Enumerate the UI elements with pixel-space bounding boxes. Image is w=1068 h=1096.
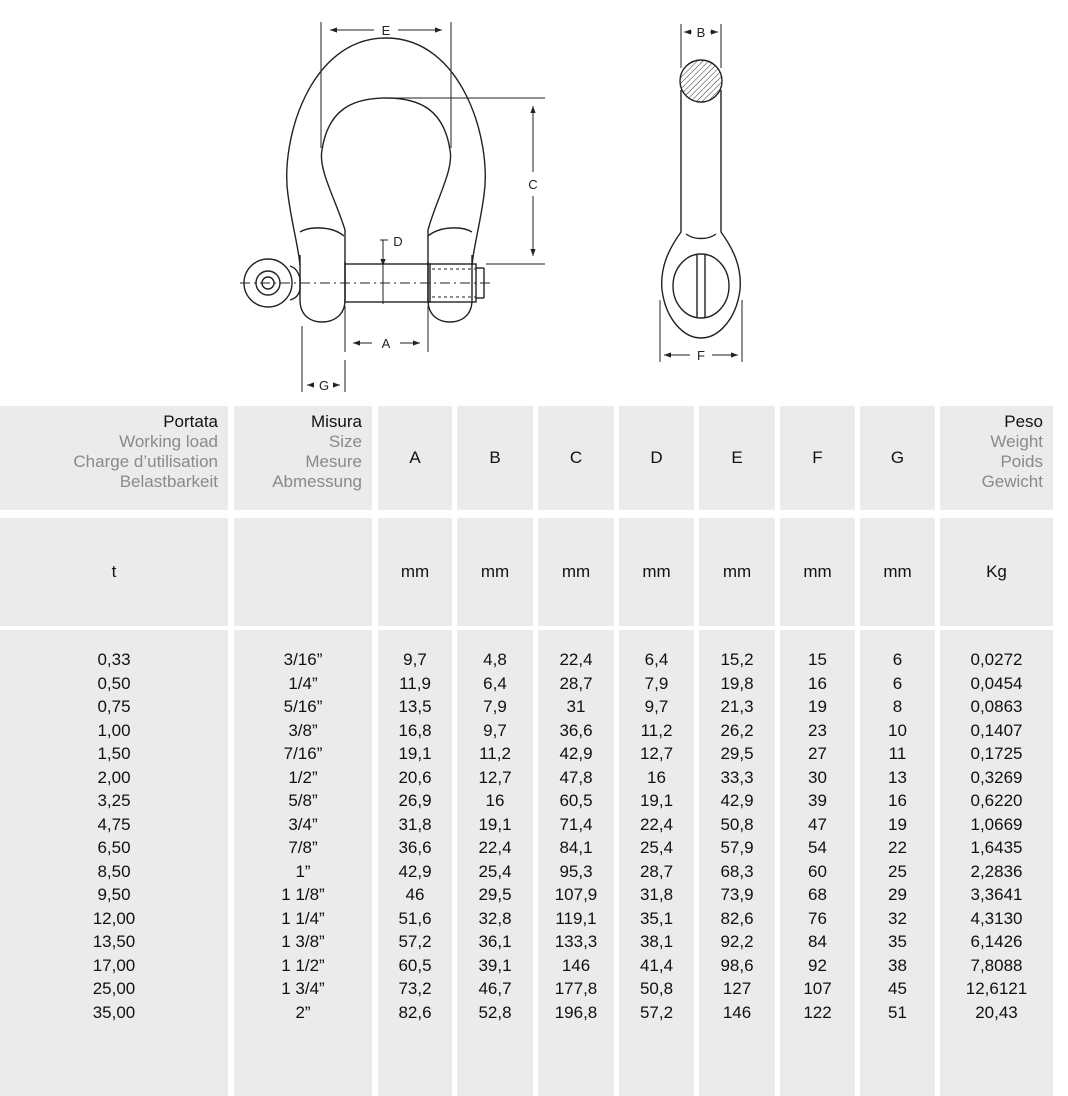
table-cell: 0,75: [97, 697, 131, 716]
unit-e: mm: [722, 562, 752, 581]
table-cell: 133,3: [554, 932, 598, 951]
table-cell: 17,00: [92, 955, 136, 975]
dim-label-b: B: [696, 25, 706, 40]
header-size-en: Size: [328, 432, 362, 451]
dim-label-g: G: [318, 378, 330, 393]
table-cell: 7/8”: [288, 838, 318, 857]
header-size-de: Abmessung: [272, 472, 362, 491]
table-cell: 4,75: [97, 814, 131, 834]
data-column-size: [234, 630, 372, 1096]
dim-label-a: A: [381, 336, 391, 351]
header-weight-it: Peso: [1004, 412, 1043, 431]
table-cell: 7,8088: [970, 955, 1023, 975]
data-column-weight: [940, 630, 1053, 1096]
data-column-working-load: [0, 630, 228, 1096]
table-cell: 3/4”: [288, 814, 318, 834]
table-cell: 50,8: [720, 814, 754, 834]
header-a-label: A: [409, 448, 421, 467]
table-cell: 50,8: [639, 979, 674, 998]
header-a: [378, 406, 452, 510]
table-cell: 25: [888, 861, 907, 881]
data-column-a: [378, 630, 452, 1096]
table-cell: 30: [808, 767, 827, 787]
table-cell: 1/2”: [288, 767, 318, 787]
header-b: [457, 406, 533, 510]
unit-cell: [940, 518, 1053, 626]
table-cell: 11,2: [479, 744, 511, 763]
table-cell: 1 1/8”: [281, 885, 325, 904]
table-cell: 19,1: [478, 814, 512, 834]
table-cell: 57,2: [398, 932, 432, 951]
table-cell: 2,2836: [970, 861, 1023, 881]
header-f-label: F: [812, 448, 823, 467]
table-cell: 16: [888, 791, 907, 810]
table-cell: 26,9: [398, 791, 432, 810]
header-working-load-fr: Charge d’utilisation: [73, 452, 218, 471]
table-cell: 1,00: [97, 720, 131, 740]
table-cell: 11: [888, 744, 907, 763]
header-c: [538, 406, 614, 510]
table-cell: 107: [803, 979, 832, 998]
header-d-label: D: [650, 448, 663, 467]
table-cell: 7/16”: [283, 744, 323, 763]
table-cell: 42,9: [398, 861, 432, 881]
data-column-c: [538, 630, 614, 1096]
table-cell: 0,6220: [970, 791, 1023, 810]
unit-c: mm: [561, 562, 591, 581]
table-cell: 32,8: [478, 908, 512, 928]
unit-working-load: t: [111, 562, 117, 581]
table-cell: 8: [892, 697, 903, 716]
shackle-side-view: [662, 60, 741, 338]
table-cell: 84,1: [559, 838, 593, 857]
header-size-fr: Mesure: [305, 452, 362, 471]
unit-cell: [699, 518, 775, 626]
table-cell: 146: [561, 955, 591, 975]
table-cell: 1 3/8”: [281, 932, 325, 951]
table-cell: 15: [808, 650, 827, 669]
table-cell: 7,9: [644, 673, 669, 693]
table-cell: 31: [566, 697, 586, 716]
table-cell: 9,7: [644, 697, 669, 716]
table-cell: 6,50: [97, 838, 131, 857]
table-cell: 0,3269: [970, 767, 1023, 787]
table-cell: 1”: [295, 861, 311, 881]
header-working-load-it: Portata: [163, 412, 218, 431]
unit-cell: [378, 518, 452, 626]
table-cell: 177,8: [554, 979, 598, 998]
header-f: [780, 406, 855, 510]
shackle-technical-drawing: [0, 0, 1068, 400]
table-cell: 25,00: [92, 979, 136, 998]
dim-label-c: C: [528, 177, 538, 192]
header-size-it: Misura: [310, 412, 362, 431]
unit-cell: [860, 518, 935, 626]
table-cell: 47,8: [559, 767, 593, 787]
table-cell: 36,1: [478, 932, 512, 951]
table-cell: 0,1407: [970, 720, 1023, 740]
data-column-e: [699, 630, 775, 1096]
shackle-front-view: [244, 38, 485, 322]
table-cell: 146: [722, 1002, 752, 1022]
table-cell: 31,8: [398, 814, 432, 834]
table-cell: 19,1: [639, 791, 674, 810]
table-cell: 51: [888, 1002, 907, 1022]
table-cell: 3/16”: [283, 650, 323, 669]
table-cell: 36,6: [559, 720, 593, 740]
table-cell: 5/16”: [283, 697, 323, 716]
table-cell: 1 1/2”: [281, 955, 325, 975]
table-cell: 15,2: [720, 650, 754, 669]
data-column-d: [619, 630, 694, 1096]
dim-label-f: F: [697, 348, 705, 363]
table-cell: 1,50: [97, 744, 131, 763]
table-cell: 22,4: [559, 650, 593, 669]
table-cell: 39: [808, 791, 827, 810]
table-cell: 1 1/4”: [281, 908, 325, 928]
table-cell: 19: [808, 697, 827, 716]
table-cell: 13,50: [92, 932, 136, 951]
table-cell: 42,9: [559, 744, 593, 763]
table-cell: 6,1426: [970, 932, 1023, 951]
table-cell: 21,3: [720, 697, 754, 716]
header-weight-fr: Poids: [1000, 452, 1043, 471]
table-cell: 4,3130: [970, 908, 1023, 928]
table-cell: 6: [892, 650, 903, 669]
table-cell: 41,4: [639, 955, 674, 975]
header-e: [699, 406, 775, 510]
table-cell: 6: [892, 673, 903, 693]
table-cell: 4,8: [483, 650, 507, 669]
table-cell: 76: [808, 908, 827, 928]
unit-cell: [0, 518, 228, 626]
header-weight: [940, 406, 1053, 510]
table-cell: 39,1: [478, 955, 512, 975]
table-cell: 8,50: [97, 861, 131, 881]
table-cell: 98,6: [720, 955, 754, 975]
table-unit-row: [0, 518, 1068, 626]
header-c-label: C: [569, 448, 583, 467]
header-size: [234, 406, 372, 510]
table-cell: 82,6: [720, 908, 754, 928]
table-cell: 84: [808, 932, 827, 951]
table-cell: 36,6: [398, 838, 432, 857]
table-cell: 0,50: [97, 673, 131, 693]
table-cell: 29: [888, 885, 907, 904]
front-view-dimensions: [302, 22, 545, 392]
header-weight-de: Gewicht: [981, 472, 1043, 491]
table-cell: 19,1: [398, 744, 432, 763]
table-cell: 11,2: [640, 720, 673, 740]
unit-weight: Kg: [986, 562, 1007, 581]
table-cell: 22,4: [639, 814, 674, 834]
table-cell: 6,4: [483, 673, 507, 693]
table-cell: 25,4: [639, 838, 674, 857]
table-cell: 73,2: [398, 979, 432, 998]
table-cell: 0,0272: [970, 650, 1023, 669]
table-cell: 6,4: [644, 650, 669, 669]
table-cell: 196,8: [554, 1002, 598, 1022]
table-cell: 127: [722, 979, 752, 998]
table-cell: 35,1: [639, 908, 674, 928]
table-cell: 1,0669: [970, 814, 1023, 834]
table-cell: 35: [888, 932, 907, 951]
table-cell: 46,7: [478, 979, 512, 998]
table-cell: 107,9: [554, 885, 598, 904]
table-cell: 60,5: [398, 955, 432, 975]
table-cell: 22,4: [478, 838, 512, 857]
table-cell: 13,5: [398, 697, 432, 716]
table-cell: 12,6121: [965, 979, 1028, 998]
table-cell: 27: [808, 744, 827, 763]
table-cell: 28,7: [559, 673, 593, 693]
table-cell: 12,7: [478, 767, 512, 787]
table-cell: 13: [888, 767, 907, 787]
unit-cell: [538, 518, 614, 626]
table-cell: 16: [647, 767, 666, 787]
table-cell: 3,3641: [970, 885, 1023, 904]
unit-f: mm: [803, 562, 832, 581]
table-cell: 33,3: [720, 767, 754, 787]
table-cell: 26,2: [720, 720, 754, 740]
table-cell: 92: [808, 955, 827, 975]
table-cell: 32: [888, 908, 907, 928]
table-cell: 12,7: [639, 744, 674, 763]
unit-d: mm: [642, 562, 671, 581]
table-cell: 16: [485, 791, 505, 810]
dim-label-d: D: [393, 234, 403, 249]
header-d: [619, 406, 694, 510]
table-cell: 92,2: [720, 932, 754, 951]
table-cell: 57,9: [720, 838, 754, 857]
table-cell: 122: [803, 1002, 832, 1022]
unit-a: mm: [400, 562, 430, 581]
table-cell: 29,5: [720, 744, 754, 763]
table-cell: 35,00: [92, 1002, 136, 1022]
table-cell: 60,5: [559, 791, 593, 810]
table-cell: 0,33: [97, 650, 131, 669]
table-cell: 9,7: [403, 650, 427, 669]
table-cell: 68: [808, 885, 827, 904]
table-cell: 54: [808, 838, 827, 857]
table-cell: 51,6: [398, 908, 432, 928]
header-working-load-de: Belastbarkeit: [119, 472, 218, 491]
table-cell: 20,6: [398, 767, 432, 787]
table-cell: 16: [808, 673, 827, 693]
table-cell: 12,00: [92, 908, 136, 928]
table-cell: 5/8”: [288, 791, 318, 810]
table-cell: 2”: [295, 1002, 311, 1022]
table-cell: 68,3: [720, 861, 754, 881]
table-cell: 57,2: [639, 1002, 674, 1022]
table-cell: 46: [405, 885, 425, 904]
table-cell: 7,9: [483, 697, 507, 716]
table-cell: 0,1725: [970, 744, 1023, 763]
table-data-block: [0, 630, 1068, 1096]
unit-g: mm: [883, 562, 912, 581]
table-cell: 28,7: [639, 861, 674, 881]
table-cell: 19,8: [720, 673, 754, 693]
unit-cell: [234, 518, 372, 626]
table-cell: 1 3/4”: [281, 979, 325, 998]
table-cell: 42,9: [720, 791, 754, 810]
table-cell: 1,6435: [970, 838, 1023, 857]
table-cell: 10: [888, 720, 907, 740]
table-cell: 71,4: [559, 814, 593, 834]
data-column-g: [860, 630, 935, 1096]
unit-size: [234, 518, 372, 626]
header-g-label: G: [890, 448, 905, 467]
header-working-load: [0, 406, 228, 510]
table-cell: 3/8”: [288, 720, 318, 740]
table-cell: 11,9: [399, 673, 431, 693]
table-cell: 119,1: [555, 908, 597, 928]
header-e-label: E: [731, 448, 743, 467]
table-cell: 0,0863: [970, 697, 1023, 716]
table-cell: 2,00: [97, 767, 131, 787]
header-weight-en: Weight: [990, 432, 1043, 451]
table-cell: 1/4”: [288, 673, 318, 693]
table-header-row: [0, 406, 1068, 510]
unit-cell: [619, 518, 694, 626]
table-cell: 20,43: [975, 1002, 1018, 1022]
header-b-label: B: [489, 448, 501, 467]
table-cell: 31,8: [639, 885, 674, 904]
table-cell: 60: [808, 861, 827, 881]
header-g: [860, 406, 935, 510]
table-cell: 38: [888, 955, 907, 975]
table-cell: 0,0454: [970, 673, 1023, 693]
table-cell: 25,4: [478, 861, 512, 881]
table-cell: 52,8: [478, 1002, 512, 1022]
table-cell: 9,50: [97, 885, 131, 904]
table-cell: 22: [888, 838, 907, 857]
table-cell: 19: [888, 814, 907, 834]
table-cell: 23: [808, 720, 827, 740]
unit-cell: [780, 518, 855, 626]
table-cell: 38,1: [639, 932, 674, 951]
table-cell: 45: [888, 979, 907, 998]
table-cell: 82,6: [398, 1002, 432, 1022]
table-cell: 47: [808, 814, 827, 834]
unit-b: mm: [480, 562, 510, 581]
dim-label-e: E: [381, 23, 391, 38]
unit-cell: [457, 518, 533, 626]
data-column-f: [780, 630, 855, 1096]
data-column-b: [457, 630, 533, 1096]
table-cell: 3,25: [97, 791, 131, 810]
table-cell: 73,9: [720, 885, 754, 904]
header-working-load-en: Working load: [119, 432, 218, 451]
table-cell: 95,3: [559, 861, 593, 881]
table-cell: 16,8: [398, 720, 432, 740]
table-cell: 9,7: [483, 720, 507, 740]
table-cell: 29,5: [478, 885, 512, 904]
